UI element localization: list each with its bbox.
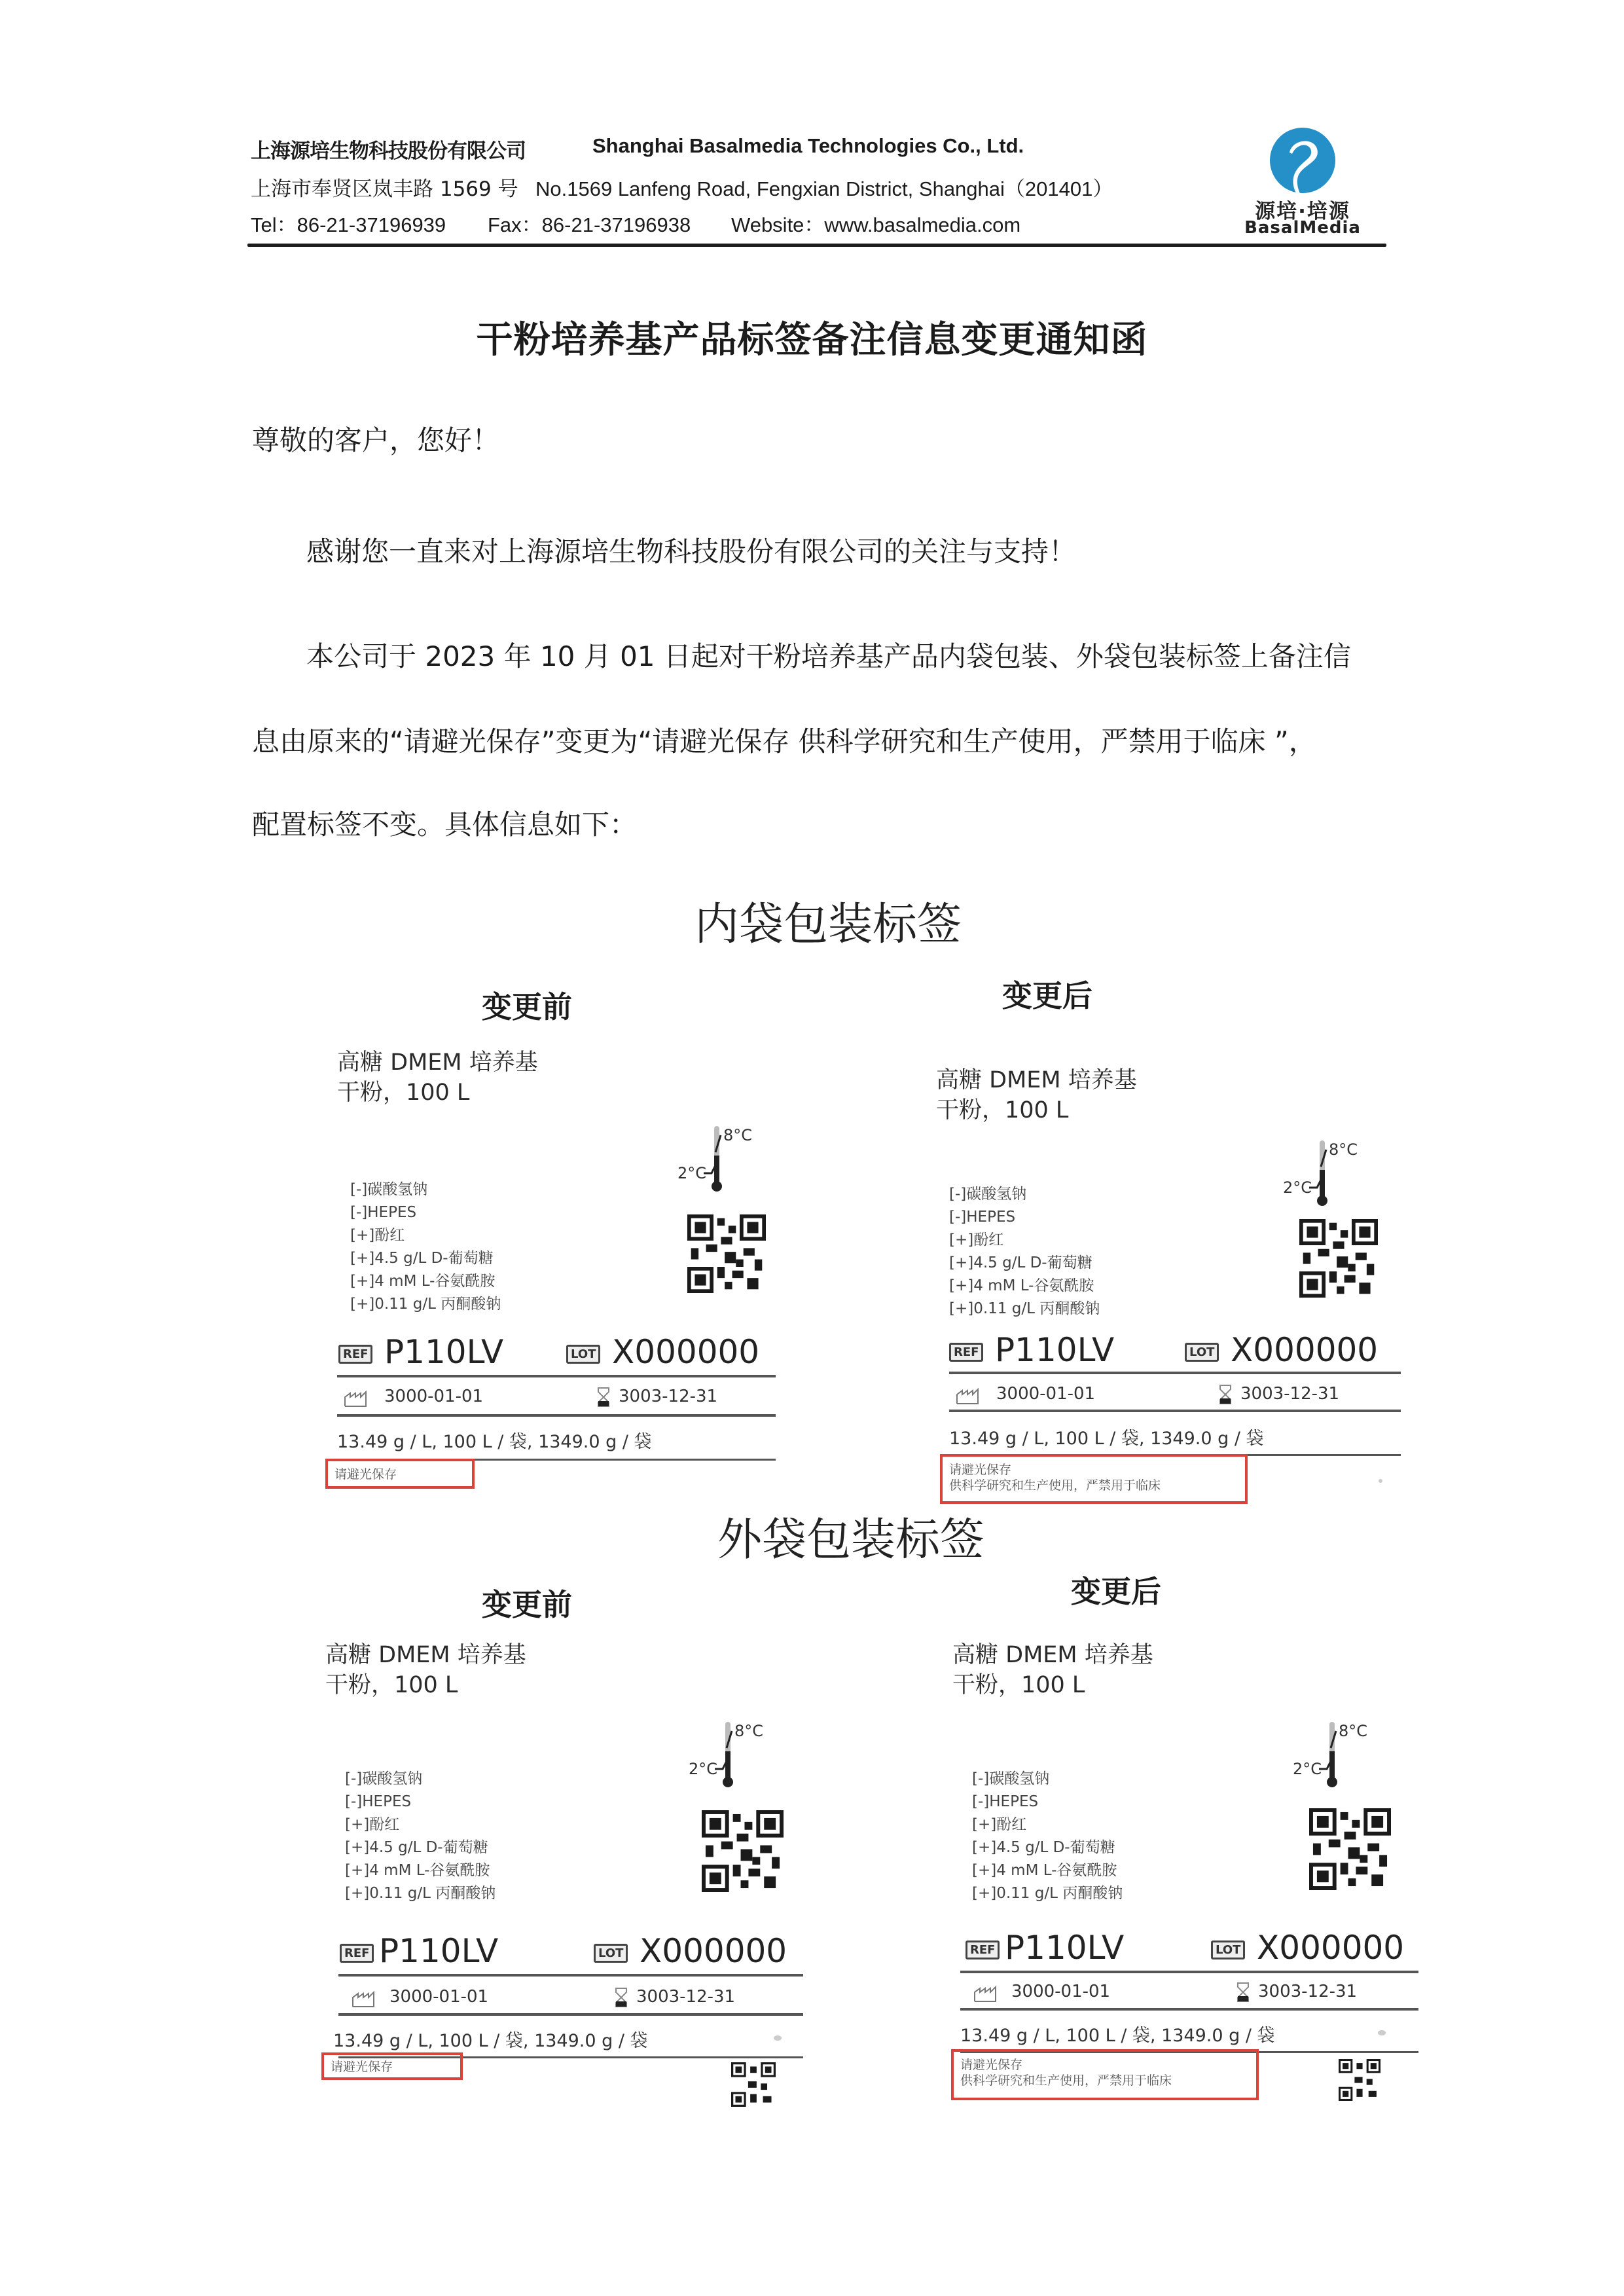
ref-badge: REF: [340, 1944, 374, 1963]
inner-after-heading: 变更后: [1002, 978, 1092, 1013]
ingredient: [+]酚红: [949, 1231, 1004, 1248]
highlight-box-before: [321, 2052, 463, 2080]
temp-low: 2°C: [689, 1760, 718, 1778]
temp-high: 8°C: [1339, 1722, 1368, 1740]
fax: Fax：86-21-37196938: [488, 213, 691, 236]
label-divider: [949, 1410, 1401, 1412]
paragraph-line-1: 本公司于 2023 年 10 月 01 日起对干粉培养基产品内袋包装、外袋包装标签上备注信: [306, 640, 1351, 672]
product-name-block: [936, 1065, 1137, 1125]
label-divider: [949, 1372, 1401, 1374]
ingredient-list: [972, 1768, 1123, 1905]
product-name: 高糖 DMEM 培养基: [936, 1067, 1137, 1093]
website: Website：www.basalmedia.com: [731, 213, 1021, 236]
label-divider: [960, 2008, 1418, 2011]
ingredient: [+]0.11 g/L 丙酮酸钠: [972, 1885, 1123, 1902]
section-title-outer-bag: 外袋包装标签: [717, 1514, 984, 1566]
expiry-date: 3003-12-31: [619, 1387, 718, 1406]
label-inner-after: [936, 1065, 1394, 1493]
temp-high: 8°C: [1329, 1140, 1358, 1159]
product-form: 干粉，100 L: [337, 1080, 470, 1106]
ingredient: [-]HEPES: [350, 1204, 417, 1221]
outer-after-heading: 变更后: [1071, 1574, 1161, 1609]
ingredient: [-]碳酸氢钠: [345, 1770, 423, 1787]
outer-before-heading: 变更前: [482, 1587, 572, 1622]
usage-note: 供科学研究和生产使用，严禁用于临床: [960, 2073, 1172, 2088]
manufacture-date-icon: [973, 1983, 1002, 2003]
ingredient: [+]酚红: [972, 1816, 1027, 1833]
label-divider: [960, 1971, 1418, 1973]
scan-speck: [1379, 1479, 1382, 1483]
address-cn: 上海市奉贤区岚丰路 1569 号: [251, 177, 518, 201]
ingredient: [+]0.11 g/L 丙酮酸钠: [949, 1300, 1100, 1317]
product-name-block: [325, 1640, 526, 1700]
ref-lot-row: [337, 1333, 776, 1375]
ingredient: [+]酚红: [345, 1816, 400, 1833]
storage-note: 请避光保存: [331, 2060, 393, 2074]
lot-value: X000000: [1257, 1929, 1405, 1967]
product-name: 高糖 DMEM 培养基: [337, 1049, 538, 1076]
temp-low: 2°C: [1293, 1760, 1322, 1778]
greeting: 尊敬的客户，您好！: [252, 424, 500, 456]
letterhead-divider: [247, 244, 1386, 247]
lot-value: X000000: [612, 1333, 760, 1371]
highlight-box-after: [951, 2049, 1259, 2100]
ref-badge: REF: [949, 1343, 983, 1362]
ingredient: [+]0.11 g/L 丙酮酸钠: [345, 1885, 496, 1902]
small-qr-code-icon: [731, 2062, 776, 2107]
spec-line: 13.49 g / L, 100 L / 袋, 1349.0 g / 袋: [949, 1429, 1264, 1449]
temp-low: 2°C: [1283, 1178, 1312, 1197]
label-outer-before: [325, 1640, 787, 2074]
ingredient: [-]碳酸氢钠: [350, 1181, 428, 1198]
product-name-block: [337, 1048, 538, 1108]
expiry-hourglass-icon: [1218, 1384, 1233, 1405]
lot-badge: LOT: [566, 1345, 600, 1364]
qr-code-icon: [1299, 1219, 1378, 1298]
expiry-hourglass-icon: [1235, 1982, 1251, 2003]
qr-code-icon: [1309, 1808, 1391, 1890]
ref-lot-row: [936, 1331, 1379, 1373]
scan-speck: [1378, 2030, 1386, 2035]
ref-value: P110LV: [1005, 1929, 1125, 1967]
ingredient: [+]4.5 g/L D-葡萄糖: [949, 1254, 1092, 1271]
small-qr-code-icon: [1339, 2059, 1380, 2101]
lot-value: X000000: [640, 1932, 787, 1970]
ingredient: [-]HEPES: [949, 1209, 1016, 1226]
ref-badge: REF: [965, 1941, 1000, 1959]
lot-value: X000000: [1231, 1331, 1379, 1369]
label-outer-after: [952, 1640, 1411, 2088]
company-logo: [1231, 121, 1375, 239]
ingredient: [+]4.5 g/L D-葡萄糖: [350, 1250, 494, 1267]
ingredient-list: [345, 1768, 496, 1905]
address-en: No.1569 Lanfeng Road, Fengxian District, Shanghai（201401）: [535, 177, 1113, 200]
product-form: 干粉，100 L: [952, 1672, 1085, 1698]
qr-code-icon: [687, 1214, 766, 1293]
spec-line: 13.49 g / L, 100 L / 袋, 1349.0 g / 袋: [333, 2031, 648, 2051]
label-divider: [337, 1375, 776, 1377]
inner-before-heading: 变更前: [482, 989, 572, 1025]
thermometer-icon: [1283, 1140, 1375, 1212]
label-divider: [338, 1974, 803, 1977]
manufacture-date-icon: [344, 1388, 372, 1408]
thermometer-icon: [1293, 1722, 1384, 1794]
ref-value: P110LV: [379, 1932, 499, 1970]
temp-high: 8°C: [723, 1126, 753, 1144]
telephone: Tel：86-21-37196939: [251, 213, 446, 236]
ingredient: [+]0.11 g/L 丙酮酸钠: [350, 1296, 501, 1313]
expiry-date: 3003-12-31: [636, 1987, 736, 2007]
company-name-en: Shanghai Basalmedia Technologies Co., Ltd.: [592, 134, 1024, 157]
ingredient: [+]4 mM L-谷氨酰胺: [949, 1277, 1094, 1294]
ingredient: [+]酚红: [350, 1227, 405, 1244]
ingredient: [+]4 mM L-谷氨酰胺: [345, 1862, 490, 1879]
ingredient: [-]HEPES: [972, 1793, 1039, 1810]
manufacture-date-icon: [352, 1988, 380, 2008]
manufacture-date: 3000-01-01: [996, 1384, 1096, 1404]
paragraph-line-2: 息由原来的“请避光保存”变更为“请避光保存 供科学研究和生产使用，严禁用于临床 ”，: [252, 725, 1316, 757]
paragraph-line-3: 配置标签不变。具体信息如下：: [252, 809, 638, 841]
expiry-date: 3003-12-31: [1240, 1384, 1340, 1404]
ingredient: [-]碳酸氢钠: [949, 1186, 1027, 1203]
ingredient: [+]4.5 g/L D-葡萄糖: [972, 1839, 1115, 1856]
lot-badge: LOT: [594, 1944, 628, 1963]
lot-badge: LOT: [1185, 1343, 1219, 1362]
manufacture-date: 3000-01-01: [389, 1987, 489, 2007]
product-name: 高糖 DMEM 培养基: [325, 1642, 526, 1668]
ingredient: [+]4.5 g/L D-葡萄糖: [345, 1839, 488, 1856]
thermometer-icon: [677, 1126, 769, 1198]
expiry-hourglass-icon: [613, 1987, 629, 2008]
temp-high: 8°C: [734, 1722, 764, 1740]
manufacture-date: 3000-01-01: [384, 1387, 484, 1406]
section-title-inner-bag: 内袋包装标签: [694, 899, 962, 951]
ingredient-list: [350, 1178, 501, 1316]
highlight-box-after: [940, 1454, 1248, 1504]
product-name-block: [952, 1640, 1153, 1700]
product-form: 干粉，100 L: [936, 1097, 1069, 1123]
ref-value: P110LV: [384, 1333, 504, 1371]
storage-note: 请避光保存: [949, 1463, 1012, 1477]
ref-lot-row: [325, 1932, 787, 1974]
ingredient: [+]4 mM L-谷氨酰胺: [350, 1273, 496, 1290]
storage-note: 请避光保存: [334, 1467, 397, 1482]
manufacture-date: 3000-01-01: [1011, 1982, 1111, 2001]
temp-low: 2°C: [677, 1164, 707, 1182]
qr-code-icon: [702, 1810, 784, 1892]
lot-badge: LOT: [1211, 1941, 1245, 1959]
expiry-date: 3003-12-31: [1258, 1982, 1358, 2001]
ref-lot-row: [952, 1929, 1405, 1971]
spec-line: 13.49 g / L, 100 L / 袋, 1349.0 g / 袋: [337, 1432, 652, 1452]
ref-badge: REF: [338, 1345, 372, 1364]
ingredient: [-]碳酸氢钠: [972, 1770, 1050, 1787]
logo-text-en: BasalMedia: [1244, 218, 1361, 238]
ref-value: P110LV: [995, 1331, 1115, 1369]
expiry-hourglass-icon: [596, 1387, 611, 1408]
document-title: 干粉培养基产品标签备注信息变更通知函: [476, 319, 1148, 361]
basalmedia-logo-icon: [1270, 128, 1335, 193]
ingredient: [+]4 mM L-谷氨酰胺: [972, 1862, 1117, 1879]
thermometer-icon: [689, 1722, 780, 1794]
logo-text-cn: 源培·培源: [1255, 200, 1350, 223]
highlight-box-before: [325, 1459, 475, 1489]
label-inner-before: [334, 1048, 795, 1482]
ingredient-list: [949, 1183, 1100, 1321]
thanks-line: 感谢您一直来对上海源培生物科技股份有限公司的关注与支持！: [306, 536, 1077, 568]
label-divider: [337, 1414, 776, 1417]
company-name-cn: 上海源培生物科技股份有限公司: [251, 139, 526, 163]
storage-note: 请避光保存: [960, 2058, 1023, 2072]
product-form: 干粉，100 L: [325, 1672, 458, 1698]
manufacture-date-icon: [956, 1385, 984, 1405]
scan-speck: [774, 2035, 782, 2041]
spec-line: 13.49 g / L, 100 L / 袋, 1349.0 g / 袋: [960, 2026, 1275, 2046]
usage-note: 供科学研究和生产使用，严禁用于临床: [949, 1478, 1161, 1493]
ingredient: [-]HEPES: [345, 1793, 412, 1810]
label-divider: [338, 2013, 803, 2016]
product-name: 高糖 DMEM 培养基: [952, 1642, 1153, 1668]
